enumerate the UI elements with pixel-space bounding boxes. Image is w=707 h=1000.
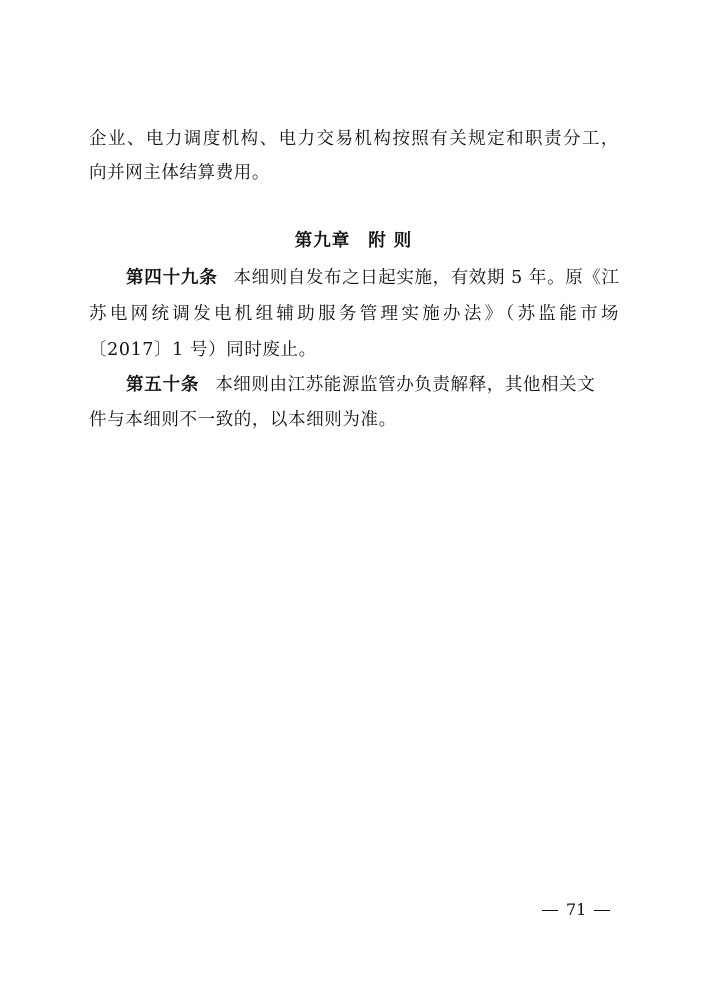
article-50-line-1 bbox=[126, 374, 619, 396]
article-50-text-1: 本细则由江苏能源监管办负责解释，其他相关文 bbox=[215, 375, 596, 395]
chapter-heading bbox=[0, 230, 707, 252]
article-49-line-3: 〔2017〕1 号）同时废止。 bbox=[89, 340, 317, 360]
chapter-name: 附 则 bbox=[368, 231, 413, 251]
page-number-value: 71 bbox=[566, 900, 587, 919]
article-49-text-1: 本细则自发布之日起实施，有效期 5 年。原《江 bbox=[233, 268, 620, 288]
para-intro-line-2: 向并网主体结算费用。 bbox=[89, 163, 270, 183]
article-50-line-2: 件与本细则不一致的，以本细则为准。 bbox=[89, 410, 397, 430]
article-49-line-2: 苏电网统调发电机组辅助服务管理实施办法》（苏监能市场 bbox=[89, 304, 619, 324]
page-number bbox=[534, 899, 618, 921]
chapter-number: 第九章 bbox=[294, 231, 351, 251]
article-50-label: 第五十条 bbox=[126, 375, 200, 395]
page-number-dash-right bbox=[594, 910, 610, 912]
page-number-dash-left bbox=[542, 910, 558, 912]
para-intro-line-1: 企业、电力调度机构、电力交易机构按照有关规定和职责分工， bbox=[89, 129, 619, 149]
article-49-label: 第四十九条 bbox=[126, 268, 218, 288]
article-49-line-1 bbox=[126, 267, 619, 289]
